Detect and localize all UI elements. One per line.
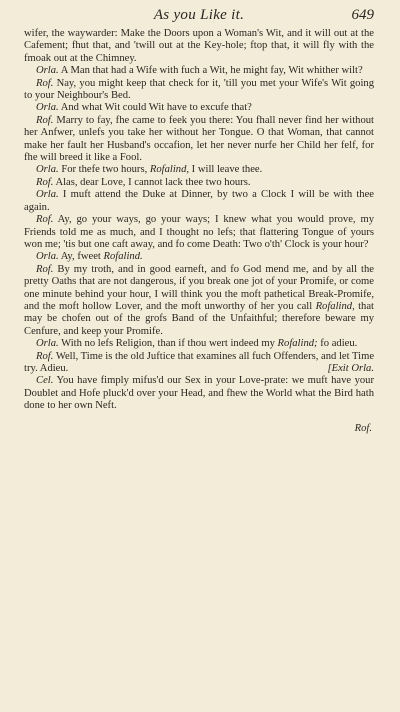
speech-orla [24,338,374,350]
speech-text: With no lefs Religion, than if thou wert indeed my [58,338,278,350]
speaker-name: Rof. [36,114,54,126]
speech-rof [24,264,374,338]
name-italic: Rofalind, [149,164,190,176]
speaker-name: Orla. [36,164,59,176]
stage-direction-exit: [Exit Orla. [327,362,374,374]
catchword: Rof. [354,422,372,434]
speech-text: that may be chofen out of the grofs Band of the Unfaithful; therefore beware my Cenfure, and keep your Promife. [24,300,374,337]
name-italic: Rofalind. [103,251,143,263]
speech-rof [24,78,374,103]
text-span: wifer, the waywarder: Make the Doors upon a Woman's Wit, and it will out at the Cafement; fhut that, and 'twill out at the Key-hole; ftop that, it will fly with the fmoak out at the Chimney. [24,28,374,64]
running-title: As you Like it. [153,7,245,23]
speech-text: Nay, you might keep that check for it, 'till you met your Wife's Wit going to your Neighbour's Bed. [24,77,374,102]
speech-text: Ay, go your ways, go your ways; I knew what you would prove, my Friends told me as much, and I thought no lefs; that flattering Tongue of yours won me; 'tis but one caft away, and fo come Death: Two o'th' Clock is your hour? [24,214,374,250]
speech-rof [24,351,374,376]
speech-orla [24,189,374,214]
speech-rof [24,115,374,165]
speech-text: Ay, fweet [58,251,104,263]
speaker-name: Orla. [36,102,59,114]
speaker-name: Rof. [36,176,54,188]
speaker-name: Rof. [36,350,54,362]
speech-orla [24,164,374,176]
name-italic: Rofalind, [315,300,355,312]
speech-text: By my troth, and in good earneft, and fo God mend me, and by all the pretty Oaths that are not dangerous, if you break one jot of your Promife, or come one minute behind your hour, I will think you the moft pathetical Break-Promife, and the moft hollow Lover, and the moft unworthy of her you call [24,263,374,312]
speaker-name: Orla. [36,65,59,77]
speech-text: A Man that had a Wife with fuch a Wit, he might fay, Wit whither wilt? [58,65,363,77]
speech-text: For thefe two hours, [58,164,150,176]
speech-text: And what Wit could Wit have to excufe that? [58,102,252,114]
name-italic: Rofalind; [277,338,318,350]
page-number: 649 [351,7,374,23]
speech-text: I will leave thee. [189,164,263,176]
speech-text: I muft attend the Duke at Dinner, by two a Clock I will be with thee again. [24,189,374,213]
page-body [24,28,374,435]
speaker-name: Orla. [36,251,59,263]
speaker-name: Rof. [36,214,54,226]
speech-rof [24,214,374,251]
speech-text: fo adieu. [317,338,358,350]
text-paragraph [24,28,374,65]
speaker-name: Rof. [36,77,54,89]
speech-text: Marry to fay, fhe came to feek you there: You fhall never find her without her Anfwer, unlefs you take her without her Tongue. O that Woman, that cannot make her fault her Husband's occafion, let her never nurfe her Child her felf, for fhe will breed it like a Fool. [24,114,374,164]
speech-cel [24,375,374,412]
speaker-name: Orla. [36,189,59,201]
speech-orla [24,251,374,263]
speaker-name: Orla. [36,338,59,350]
speech-text: Well, Time is the old Juftice that examines all fuch Offenders, and let Time try. Adieu. [24,350,375,374]
speaker-name: Cel. [36,375,54,387]
speech-text: Alas, dear Love, I cannot lack thee two hours. [53,176,251,188]
speech-orla [24,65,374,77]
page-header [24,6,374,28]
speech-text: You have fimply mifus'd our Sex in your Love-prate: we muft have your Doublet and Hofe pluck'd over your Head, and fhew the World what the Bird hath done to her own Neft. [24,375,374,412]
speech-orla [24,102,374,114]
speaker-name: Rof. [36,263,54,275]
speech-rof [24,177,374,189]
